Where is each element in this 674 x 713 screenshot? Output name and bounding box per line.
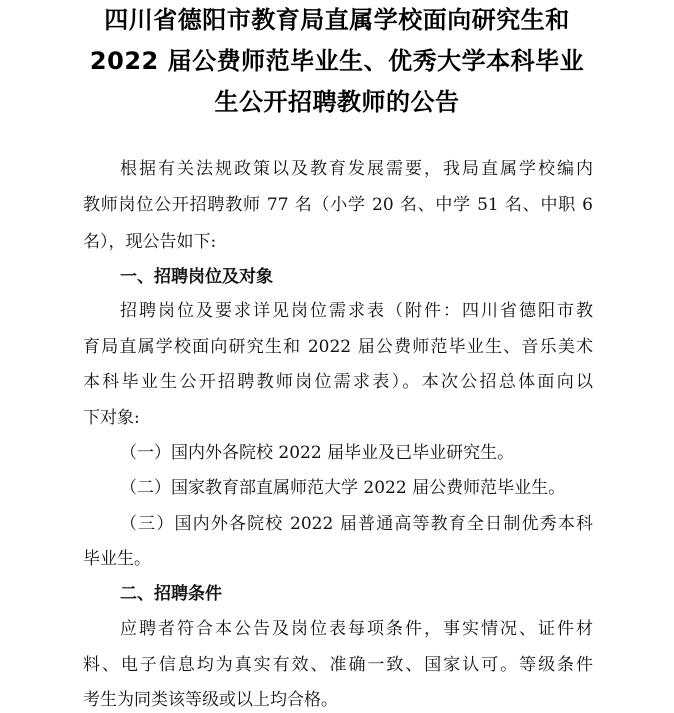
title-line-3: 生公开招聘教师的公告 [214, 88, 460, 116]
body-line: 下对象: [83, 408, 140, 428]
body-line: 料、电子信息均为真实有效、准确一致、国家认可。等级条件 [83, 655, 593, 675]
body-line: 招聘岗位及要求详见岗位需求表（附件：四川省德阳市教 [120, 301, 593, 321]
list-item: （三）国内外各院校 2022 届普通高等教育全日制优秀本科 [120, 514, 593, 534]
body-line: 应聘者符合本公告及岗位表每项条件，事实情况、证件材 [120, 619, 593, 639]
list-item: （二）国家教育部直属师范大学 2022 届公费师范毕业生。 [120, 478, 566, 498]
title-line-2: 2022 届公费师范毕业生、优秀大学本科毕业 [89, 47, 585, 75]
list-item: （一）国内外各院校 2022 届毕业及已毕业研究生。 [120, 443, 515, 463]
title-line-1: 四川省德阳市教育局直属学校面向研究生和 [104, 6, 570, 34]
body-line: 根据有关法规政策以及教育发展需要，我局直属学校编内 [120, 159, 593, 179]
body-line: 毕业生。 [83, 549, 151, 569]
body-line: 教师岗位公开招聘教师 77 名（小学 20 名、中学 51 名、中职 6 [83, 195, 593, 215]
body-line: 本科毕业生公开招聘教师岗位需求表）。本次公招总体面向以 [83, 372, 593, 392]
section-heading-positions: 一、招聘岗位及对象 [120, 267, 273, 287]
body-line: 考生为同类该等级或以上均合格。 [83, 690, 338, 710]
body-line: 育局直属学校面向研究生和 2022 届公费师范毕业生、音乐美术 [83, 337, 593, 357]
section-heading-conditions: 二、招聘条件 [120, 584, 222, 604]
body-line: 名），现公告如下: [83, 232, 217, 252]
